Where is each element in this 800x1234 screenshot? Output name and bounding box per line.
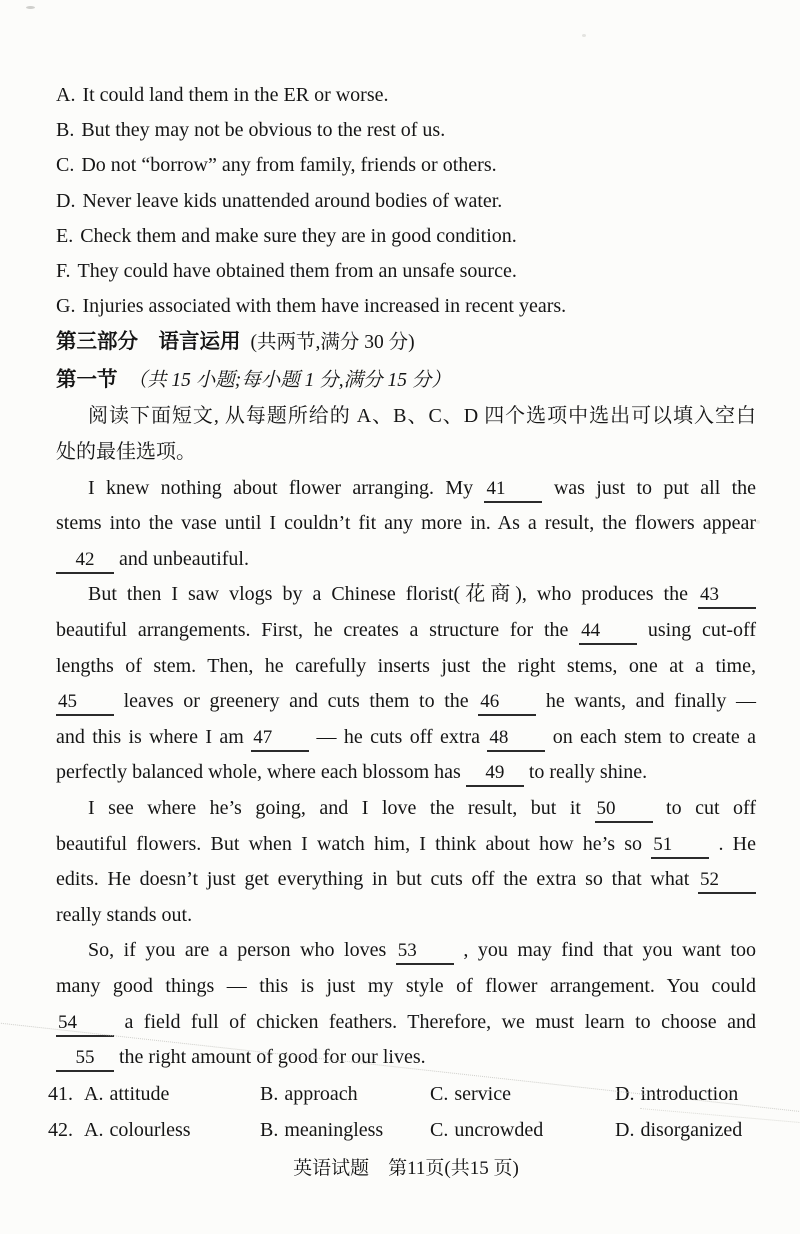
question-42-option-c — [430, 1112, 615, 1148]
text-line: and this is where I am 47 — he cuts off extra 48 on each stem to create a — [56, 720, 756, 756]
text-line: perfectly balanced whole, where each blossom has 49 to really shine. — [56, 755, 756, 791]
text-line: lengths of stem. Then, he carefully inserts just the right stems, one at a time, — [56, 654, 756, 677]
part3-heading-title: 第三部分 语言运用 — [56, 330, 241, 354]
option-line-f — [56, 254, 756, 289]
text-line: 42 and unbeautiful. — [56, 542, 756, 578]
text-line: 45 leaves or greenery and cuts them to the 46 he wants, and finally — — [56, 684, 756, 720]
option-text: Check them and make sure they are in good condition. — [80, 224, 517, 247]
option-line-a — [56, 78, 756, 113]
text-line: 55 the right amount of good for our lives. — [56, 1040, 756, 1076]
option-text: colourless — [109, 1118, 191, 1141]
option-label: C. — [430, 1118, 449, 1141]
option-label: F. — [56, 260, 71, 283]
option-label: D. — [615, 1082, 635, 1105]
option-label: D. — [56, 189, 76, 212]
option-text: approach — [284, 1082, 358, 1105]
option-line-c — [56, 148, 756, 183]
text-line: many good things — this is just my style of flower arrangement. You could — [56, 974, 756, 997]
question-42-option-d — [615, 1112, 756, 1148]
question-41-option-a — [84, 1076, 260, 1112]
option-label: G. — [56, 295, 76, 318]
section1-heading-title: 第一节 — [56, 367, 118, 391]
text-line: edits. He doesn’t just get everything in but cuts off the extra so that what 52 — [56, 862, 756, 898]
scan-noise-speck — [756, 520, 760, 524]
option-label: C. — [430, 1082, 449, 1105]
option-label: B. — [260, 1082, 279, 1105]
passage-paragraph-3 — [56, 791, 756, 933]
option-line-b — [56, 113, 756, 148]
section1-heading — [56, 362, 756, 400]
option-text: But they may not be obvious to the rest of us. — [81, 119, 446, 142]
text-line: stems into the vase until I couldn’t fit any more in. As a result, the flowers appear — [56, 512, 756, 535]
cloze-blank-46: 46 — [478, 691, 536, 716]
option-label: A. — [84, 1082, 104, 1105]
option-text: disorganized — [640, 1118, 743, 1141]
text-line: I see where he’s going, and I love the result, but it 50 to cut off — [56, 791, 756, 827]
cloze-blank-50: 50 — [595, 798, 653, 823]
option-text: Injuries associated with them have increased in recent years. — [82, 295, 567, 318]
option-line-g — [56, 289, 756, 324]
options-list-a-to-g — [56, 78, 756, 324]
option-text: It could land them in the ER or worse. — [82, 84, 389, 106]
part3-heading-score: (共两节,满分 30 分) — [250, 332, 415, 354]
text-line: 处的最佳选项。 — [56, 441, 196, 464]
option-line-e — [56, 219, 756, 254]
option-text: They could have obtained them from an unsafe source. — [77, 260, 517, 283]
cloze-blank-44: 44 — [579, 620, 637, 645]
option-label: C. — [56, 154, 75, 177]
cloze-blank-55: 55 — [56, 1047, 114, 1072]
cloze-blank-45: 45 — [56, 691, 114, 716]
question-number: 41. — [48, 1082, 73, 1105]
option-label: D. — [615, 1118, 635, 1141]
cloze-instructions — [56, 399, 756, 470]
passage-paragraph-1 — [56, 471, 756, 578]
text-line: beautiful arrangements. First, he creates a structure for the 44 using cut-off — [56, 613, 756, 649]
option-label: A. — [56, 84, 76, 106]
option-label: E. — [56, 224, 74, 247]
cloze-blank-49: 49 — [466, 762, 524, 787]
cloze-blank-43: 43 — [698, 584, 756, 609]
question-42-option-a — [84, 1112, 260, 1148]
option-text: meaningless — [284, 1118, 384, 1141]
option-text: Never leave kids unattended around bodies of water. — [82, 189, 503, 212]
text-line: So, if you are a person who loves 53 , you may find that you want too — [56, 933, 756, 969]
text-line: 阅读下面短文, 从每题所给的 A、B、C、D 四个选项中选出可以填入空白 — [88, 405, 756, 428]
option-text: attitude — [109, 1082, 170, 1105]
text-line: beautiful flowers. But when I watch him, I think about how he’s so 51 . He — [56, 827, 756, 863]
passage-paragraph-4 — [56, 933, 756, 1075]
cloze-blank-48: 48 — [487, 727, 545, 752]
cloze-blank-41: 41 — [484, 478, 542, 503]
option-text: introduction — [640, 1082, 739, 1105]
question-41-option-c — [430, 1076, 615, 1112]
page-footer: 英语试题 第11页(共15 页) — [293, 1157, 519, 1179]
passage-paragraph-2 — [56, 577, 756, 791]
scan-noise-speck — [26, 6, 35, 9]
option-text: service — [454, 1082, 511, 1105]
text-line: really stands out. — [56, 903, 193, 926]
scan-noise-speck — [582, 34, 586, 37]
question-41-option-b — [260, 1076, 430, 1112]
cloze-blank-53: 53 — [396, 940, 454, 965]
option-text: Do not “borrow” any from family, friends or others. — [81, 154, 497, 177]
question-42-option-b — [260, 1112, 430, 1148]
cloze-blank-42: 42 — [56, 549, 114, 574]
cloze-blank-52: 52 — [698, 869, 756, 894]
text-line: I knew nothing about flower arranging. My 41 was just to put all the — [56, 471, 756, 507]
option-text: uncrowded — [454, 1118, 544, 1141]
cloze-blank-47: 47 — [251, 727, 309, 752]
option-line-d — [56, 184, 756, 219]
cloze-blank-51: 51 — [651, 834, 709, 859]
cloze-blank-54: 54 — [56, 1012, 114, 1037]
part3-heading — [56, 324, 756, 362]
option-label: B. — [56, 119, 75, 142]
section1-heading-score: （共 15 小题;每小题 1 分,满分 15 分） — [127, 369, 451, 391]
option-label: A. — [84, 1118, 104, 1141]
option-label: B. — [260, 1118, 279, 1141]
question-42-row — [48, 1112, 756, 1148]
question-41-row — [48, 1076, 756, 1112]
question-number: 42. — [48, 1118, 73, 1141]
question-41-option-d — [615, 1076, 756, 1112]
text-line: But then I saw vlogs by a Chinese florist(花商), who produces the 43 — [56, 577, 756, 613]
text-line: 54 a field full of chicken feathers. Therefore, we must learn to choose and — [56, 1005, 756, 1041]
